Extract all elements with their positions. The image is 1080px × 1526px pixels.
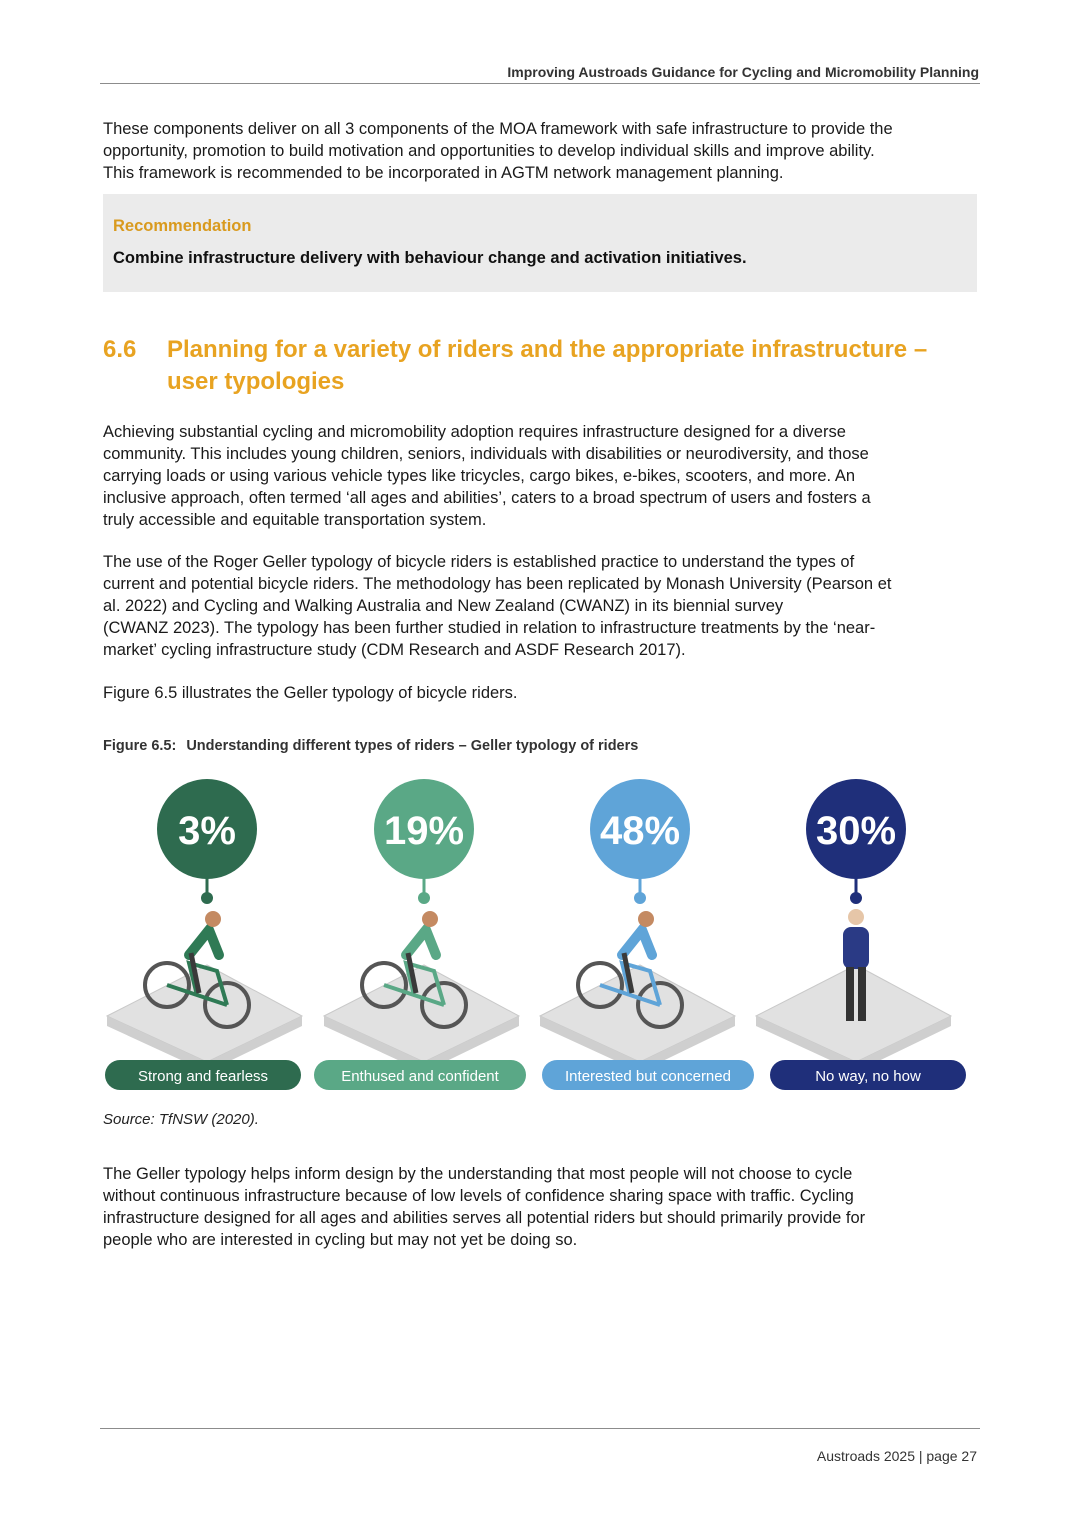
page-footer: Austroads 2025 | page 27 bbox=[816, 1448, 977, 1464]
category-label: Strong and fearless bbox=[137, 1068, 269, 1085]
category-label: Enthused and confident bbox=[341, 1068, 499, 1085]
percent-value: 19% bbox=[383, 809, 465, 853]
category-label: Interested but concerned bbox=[565, 1068, 731, 1085]
pin-dot bbox=[201, 892, 213, 904]
text-line: Achieving substantial cycling and micromobility adoption requires infrastructure designed for a diverse bbox=[103, 423, 846, 441]
typology-1 bbox=[105, 779, 302, 1090]
recommendation-text: Combine infrastructure delivery with behaviour change and activation initiatives. bbox=[113, 249, 747, 267]
section-number: 6.6 bbox=[103, 336, 137, 363]
rider-body bbox=[622, 930, 652, 955]
rider-body bbox=[406, 930, 436, 955]
section-title-line: user typologies bbox=[167, 368, 345, 395]
text-line: carrying loads or using various vehicle types like tricycles, cargo bikes, e-bikes, scooters, and more. An bbox=[103, 467, 855, 485]
platform-tile bbox=[540, 965, 735, 1062]
person-head bbox=[848, 909, 864, 925]
person-leg bbox=[858, 967, 866, 1021]
platform-tile bbox=[324, 965, 519, 1062]
text-line: This framework is recommended to be incorporated in AGTM network management planning. bbox=[103, 164, 784, 182]
text-line: inclusive approach, often termed ‘all ages and abilities’, caters to a broad spectrum of users and fosters a bbox=[103, 489, 871, 507]
platform-tile bbox=[107, 965, 302, 1062]
text-line: al. 2022) and Cycling and Walking Australia and New Zealand (CWANZ) in its biennial survey bbox=[103, 597, 784, 615]
rider-head bbox=[205, 911, 221, 927]
text-line: The use of the Roger Geller typology of bicycle riders is established practice to understand the types of bbox=[103, 553, 855, 571]
figure-title: Understanding different types of riders – Geller typology of riders bbox=[186, 738, 639, 754]
figure-label: Figure 6.5: bbox=[103, 738, 177, 754]
text-line: without continuous infrastructure because of low levels of confidence sharing space with traffic. Cycling bbox=[103, 1187, 854, 1205]
category-label: No way, no how bbox=[815, 1068, 921, 1085]
rider-body bbox=[189, 930, 219, 955]
percent-value: 3% bbox=[178, 809, 236, 853]
text-line: opportunity, promotion to build motivation and opportunities to develop individual skills and improve ability. bbox=[103, 142, 875, 160]
text-line: truly accessible and equitable transportation system. bbox=[103, 511, 487, 529]
text-line: These components deliver on all 3 components of the MOA framework with safe infrastructure to provide the bbox=[103, 120, 893, 138]
text-line: market’ cycling infrastructure study (CDM Research and ASDF Research 2017). bbox=[103, 641, 686, 659]
rider-head bbox=[638, 911, 654, 927]
pin-dot bbox=[850, 892, 862, 904]
typology-3 bbox=[540, 779, 754, 1090]
percent-value: 48% bbox=[599, 809, 681, 853]
running-header: Improving Austroads Guidance for Cycling and Micromobility Planning bbox=[507, 64, 979, 80]
text-line: (CWANZ 2023). The typology has been further studied in relation to infrastructure treatments by the ‘near- bbox=[103, 619, 876, 637]
figure-source: Source: TfNSW (2020). bbox=[103, 1111, 259, 1128]
text-line: current and potential bicycle riders. The methodology has been replicated by Monash University (Pearson et bbox=[103, 575, 892, 593]
text-line: infrastructure designed for all ages and abilities serves all potential riders but should primarily provide for bbox=[103, 1209, 866, 1227]
paragraph-figure-ref: Figure 6.5 illustrates the Geller typology of bicycle riders. bbox=[103, 684, 518, 702]
person-torso bbox=[843, 927, 869, 969]
text-line: The Geller typology helps inform design by the understanding that most people will not choose to cycle bbox=[103, 1165, 853, 1183]
text-line: community. This includes young children, seniors, individuals with disabilities or neurodiversity, and those bbox=[103, 445, 869, 463]
rider-head bbox=[422, 911, 438, 927]
paragraph-design bbox=[103, 1163, 979, 1251]
percent-value: 30% bbox=[815, 809, 897, 853]
section-title-line: Planning for a variety of riders and the appropriate infrastructure – bbox=[167, 336, 928, 363]
footer-rule bbox=[100, 1428, 980, 1429]
typology-2 bbox=[314, 779, 526, 1090]
pin-dot bbox=[634, 892, 646, 904]
pin-dot bbox=[418, 892, 430, 904]
person-leg bbox=[846, 967, 854, 1021]
recommendation-title: Recommendation bbox=[113, 217, 252, 235]
text-line: people who are interested in cycling but may not yet be doing so. bbox=[103, 1231, 578, 1249]
typology-4 bbox=[756, 779, 966, 1090]
